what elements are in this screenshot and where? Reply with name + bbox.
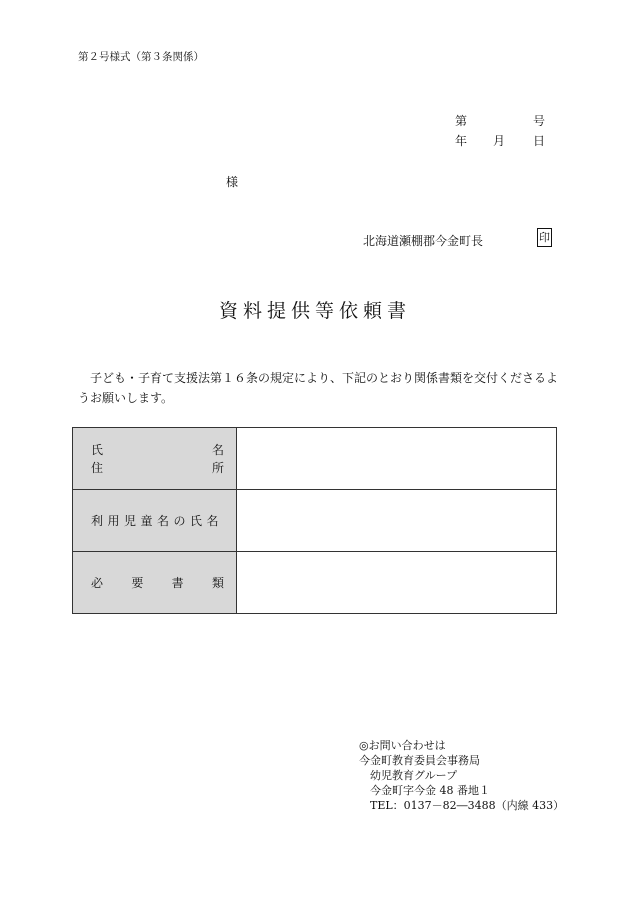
table-row bbox=[73, 490, 557, 552]
form-number: 第２号様式（第３条関係） bbox=[78, 51, 204, 63]
addressee-honorific: 様 bbox=[226, 175, 239, 189]
required-documents-label-cell bbox=[73, 552, 237, 614]
contact-phone: TEL：0137－82―3488（内線 433） bbox=[359, 799, 565, 812]
required-documents-char: 類 bbox=[211, 576, 224, 590]
required-documents-char: 必 bbox=[91, 576, 104, 590]
issuer-name: 北海道瀬棚郡今金町長 bbox=[363, 234, 484, 248]
child-name-field[interactable] bbox=[237, 490, 557, 552]
contact-heading: ◎お問い合わせは bbox=[359, 739, 446, 752]
name-label-left: 氏 bbox=[91, 442, 104, 457]
date-day-label: 日 bbox=[533, 134, 546, 148]
name-address-label-cell bbox=[73, 428, 237, 490]
seal-mark: 印 bbox=[537, 228, 552, 247]
child-name-label-cell bbox=[73, 490, 237, 552]
name-label-right: 名 bbox=[211, 442, 224, 457]
contact-info bbox=[359, 738, 564, 813]
table-row bbox=[73, 552, 557, 614]
address-label-right: 所 bbox=[211, 460, 224, 475]
required-documents-char: 要 bbox=[131, 576, 144, 590]
contact-address: 今金町字今金 48 番地１ bbox=[359, 784, 490, 797]
document-number-suffix: 号 bbox=[533, 114, 546, 128]
address-label-left: 住 bbox=[91, 460, 104, 475]
date-month-label: 月 bbox=[493, 134, 506, 148]
request-table bbox=[72, 427, 557, 614]
date-year-label: 年 bbox=[455, 134, 468, 148]
child-name-label: 利用児童名の氏名 bbox=[91, 514, 224, 528]
contact-office: 今金町教育委員会事務局 bbox=[359, 754, 480, 767]
required-documents-char: 書 bbox=[171, 576, 184, 590]
request-body-text: 子ども・子育て支援法第１６条の規定により、下記のとおり関係書類を交付くださるようお願いします。 bbox=[78, 371, 559, 405]
table-row bbox=[73, 428, 557, 490]
document-title: 資料提供等依頼書 bbox=[218, 300, 411, 322]
contact-group: 幼児教育グループ bbox=[359, 769, 458, 782]
required-documents-field[interactable] bbox=[237, 552, 557, 614]
document-number-prefix: 第 bbox=[455, 114, 468, 128]
name-address-field[interactable] bbox=[237, 428, 557, 490]
